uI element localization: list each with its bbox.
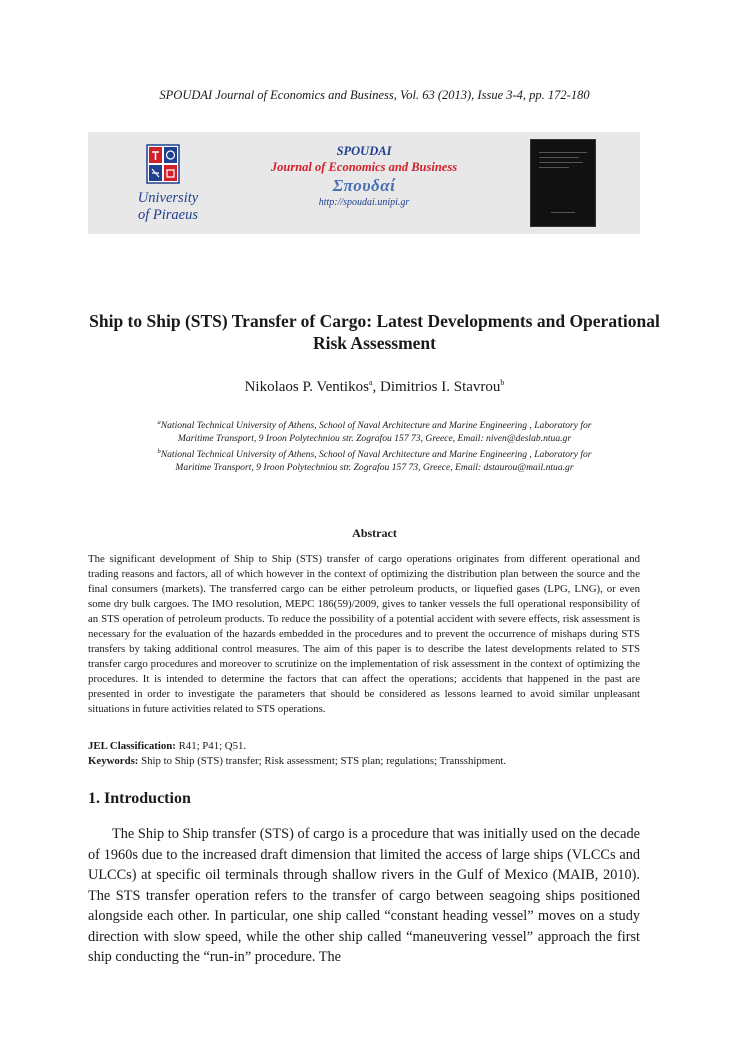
journal-name: SPOUDAI [336,144,392,158]
affiliation-a-text: National Technical University of Athens, School of Naval Architecture and Marine Engineering , Laboratory for Maritime Transport, 9 Iroon Polytechniou str. Zografou 157 73, Greece, Email: niven@deslab.ntua.gr [160,420,592,445]
university-logo-icon [146,144,180,184]
affiliation-b-mark: b [157,448,161,456]
keywords-value: Ship to Ship (STS) transfer; Risk assessment; STS plan; regulations; Transshipment. [138,755,507,767]
journal-block [238,144,490,210]
section-heading: 1. Introduction [88,790,191,807]
keywords [88,754,640,769]
author-2: Dimitrios I. Stavrou [379,379,501,395]
affiliations [150,416,599,474]
running-head: SPOUDAI Journal of Economics and Business, Vol. 63 (2013), Issue 3-4, pp. 172-180 [159,88,590,102]
journal-subtitle: Journal of Economics and Business [270,160,458,174]
journal-greek-logo: Σπουδαί [332,176,396,195]
university-name [128,190,208,224]
author-1-mark: a [368,378,373,387]
paper-title: Ship to Ship (STS) Transfer of Cargo: Latest Developments and Operational Risk Assessment [89,311,660,353]
affiliation-a [150,416,599,445]
author-2-mark: b [500,378,505,387]
journal-banner [88,132,640,234]
jel-classification [88,739,640,754]
author-line [0,378,749,396]
intro-paragraph: The Ship to Ship transfer (STS) of cargo is a procedure that was initially used on the decade of 1960s due to the increased draft dimension that limited the access of large ships (VLCCs and ULCCs) at specific oil terminals through shallow rivers in the Gulf of Mexico (MAIB, 2010). The STS transfer operation refers to the transfer of cargo between seagoing ships positioned alongside each other. In particular, one ship called “constant heading vessel” moves on a study direction with slow speed, while the other ship called “maneuvering vessel” approach the first ship conducting the “run-in” procedure. The [88,826,640,965]
affiliation-b [150,445,599,474]
journal-cover-image [531,140,595,226]
university-line2: of Piraeus [137,207,198,223]
journal-url[interactable]: http://spoudai.unipi.gr [318,197,410,208]
abstract-heading: Abstract [352,526,397,540]
author-separator: , [372,379,380,395]
jel-label: JEL Classification: [88,740,176,752]
university-line1: University [137,190,199,206]
jel-value: R41; P41; Q51. [175,740,247,752]
author-1: Nikolaos P. Ventikos [244,379,369,395]
abstract-text: The significant development of Ship to Ship (STS) transfer of cargo operations originates from different operational and trading reasons and factors, all of which however in the context of optimizing the distribution plan between the source and the final consumers (markets). The transferred cargo can be either petroleum products, or liquefied gases (LPG, LNG), or even some dry bulk cargoes. The IMO resolution, MEPC 186(59)/2009, gives to tanker vessels the full operational responsibility of an STS operation of petroleum products. To reduce the possibility of a potential accident with severe effects, risk assessment is necessary for the evaluation of the hazards embedded in the procedures and to prevent the occurrence of mishaps during STS transfers by taking additional control measures. The aim of this paper is to describe the latest developments related to STS transfer cargo procedures and moreover to scrutinize on the implementation of risk assessment in the context of optimizing the procedures. It is intended to determine the factors that can affect the operations; accidents that happened in the past are presented in order to investigate the parameters that should be considered as lessons learned to avoid similar unpleasant situations in future activities related to STS operations. [88,553,640,715]
affiliation-a-mark: a [157,419,161,426]
keywords-label: Keywords: [88,755,139,767]
affiliation-b-text: National Technical University of Athens, School of Naval Architecture and Marine Engineering , Laboratory for Maritime Transport, 9 Iroon Polytechniou str. Zografou 157 73, Greece, Email: dstaurou@mail.ntua.gr [160,449,592,474]
